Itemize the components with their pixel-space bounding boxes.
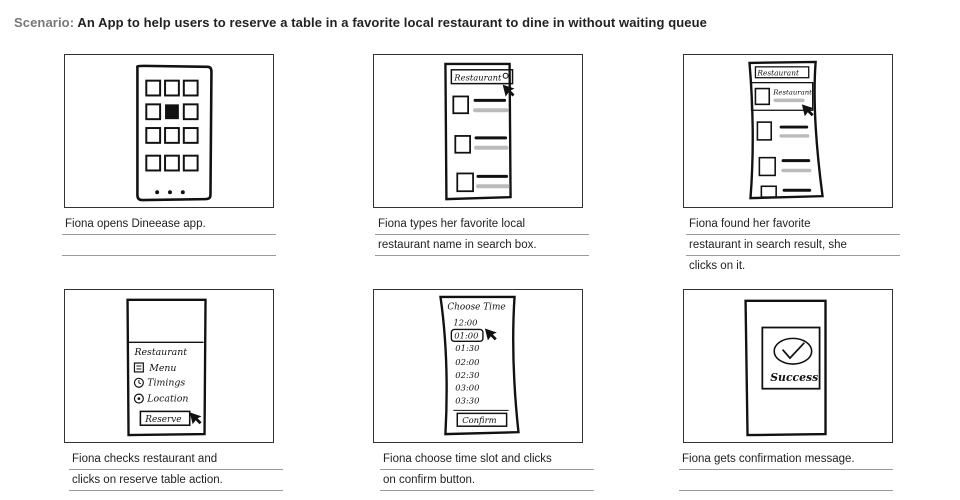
caption-2 <box>375 214 589 256</box>
caption-3 <box>686 214 900 277</box>
time-slot: 03:00 <box>455 382 480 393</box>
time-slot: 01:30 <box>455 343 480 354</box>
caption-line: Fiona checks restaurant and <box>69 449 283 470</box>
storyboard-panel-3 <box>683 54 893 208</box>
result-text: Restaurant <box>773 88 812 97</box>
scenario-text: An App to help users to reserve a table in a favorite local restaurant to dine in without waiting queue <box>77 15 707 30</box>
caption-line: Fiona found her favorite <box>686 214 900 235</box>
storyboard-panel-1 <box>64 54 274 208</box>
storyboard-panel-4 <box>64 289 274 443</box>
caption-line: Fiona types her favorite local <box>375 214 589 235</box>
choose-time-sketch <box>374 290 582 442</box>
menu-item-text: Menu <box>149 362 177 374</box>
time-slot: 12:00 <box>453 317 478 328</box>
confirm-text: Confirm <box>462 415 497 426</box>
reserve-text: Reserve <box>145 415 182 426</box>
selected-app-icon <box>165 104 179 119</box>
search-box-text: Restaurant <box>454 72 502 83</box>
scenario-heading <box>14 15 707 30</box>
scenario-label: Scenario: <box>14 15 75 30</box>
caption-line: on confirm button. <box>380 470 594 491</box>
caption-5 <box>380 449 594 491</box>
location-item-text: Location <box>147 393 189 405</box>
storyboard-panel-6 <box>683 289 893 443</box>
caption-1 <box>62 214 276 256</box>
time-slot: 02:30 <box>455 369 480 380</box>
choose-time-title: Choose Time <box>447 302 506 313</box>
caption-line: Fiona opens Dineease app. <box>62 214 276 235</box>
timings-item-text: Timings <box>147 377 186 389</box>
time-slot: 01:00 <box>454 330 479 341</box>
storyboard-panel-5 <box>373 289 583 443</box>
caption-line: restaurant name in search box. <box>375 235 589 256</box>
caption-line <box>679 470 893 491</box>
caption-4 <box>69 449 283 491</box>
search-result-sketch <box>684 55 892 207</box>
storyboard-panel-2 <box>373 54 583 208</box>
caption-6 <box>679 449 893 491</box>
caption-line <box>62 235 276 256</box>
phone-app-grid-sketch <box>65 55 273 207</box>
time-slot: 03:30 <box>455 395 480 406</box>
restaurant-title-text: Restaurant <box>134 347 188 359</box>
search-screen-sketch <box>374 55 582 207</box>
caption-line: clicks on it. <box>689 260 746 272</box>
restaurant-details-sketch <box>65 290 273 442</box>
search-box-text: Restaurant <box>757 68 799 78</box>
time-slot: 02:00 <box>455 357 480 368</box>
caption-line: Fiona choose time slot and clicks <box>380 449 594 470</box>
success-text: Success <box>770 370 819 384</box>
caption-line: restaurant in search result, she <box>686 235 900 256</box>
caption-line: Fiona gets confirmation message. <box>679 449 893 470</box>
success-screen-sketch <box>684 290 892 442</box>
caption-line: clicks on reserve table action. <box>69 470 283 491</box>
